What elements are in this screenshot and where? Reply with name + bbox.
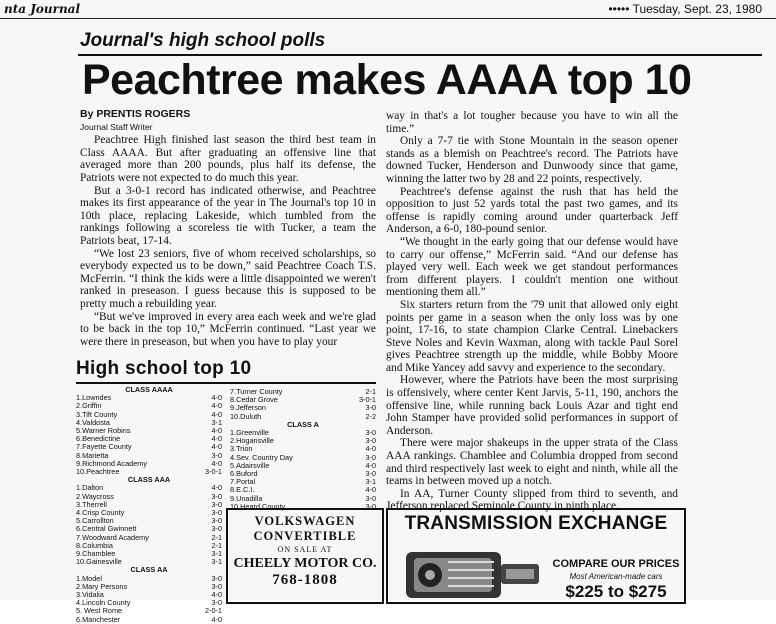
ad-tx-compare: COMPARE OUR PRICES [552, 558, 680, 570]
team-record: 4-0 [211, 426, 222, 436]
col2-paragraph: Six starters return from the '79 unit that allowed only eight points per game in a season when the only loss was by one point, 17-16, to state champion Clarke Central. Linebackers Steve Noles and Kevin Waxman, along with tackle Paul Sorel gives Peachtree strength up the middle, while Bobby Moore and Mike Yancey add savvy and experience to the secondary. [386, 298, 678, 374]
col2-paragraph: Peachtree's defense against the rush that has held the opposition to just 52 yards total the past two games, and its offense is rapidly coming around under quarterback Jeff Anderson, a 6-0, 180-pound senior. [386, 185, 678, 236]
team-record: 3-0 [211, 516, 222, 526]
ad-vw-line1: VOLKSWAGEN [254, 514, 356, 528]
ad-vw-dealer: CHEELY MOTOR CO. [233, 556, 377, 571]
team-record: 2-1 [211, 540, 222, 550]
team-name: 7.Woodward Academy [76, 532, 149, 542]
masthead [0, 2, 776, 18]
transmission-image-icon [396, 542, 546, 606]
team-name: 3.Trion [230, 444, 253, 454]
team-name: 7.Portal [230, 477, 256, 487]
team-record: 3-0 [211, 450, 222, 460]
team-record: 2-1 [211, 532, 222, 542]
team-name: 6.Manchester [76, 614, 121, 624]
team-record: 3-0 [365, 493, 376, 503]
team-name: 8.Marietta [76, 450, 109, 460]
team-record: 4-0 [365, 444, 376, 454]
team-record: 3-1 [365, 477, 376, 487]
top10-rule [76, 382, 376, 384]
ranking-row [76, 616, 222, 624]
team-record: 4-0 [211, 458, 222, 468]
team-record: 3-0 [365, 428, 376, 438]
team-record: 3-0 [211, 491, 222, 501]
team-record: 4-0 [211, 393, 222, 403]
team-name: 9.Chamblee [76, 549, 116, 559]
class-heading: CLASS AAAA [125, 385, 173, 394]
team-name: 6.Buford [230, 469, 258, 479]
article-column-2 [386, 110, 678, 513]
section-kicker: Journal's high school polls [80, 30, 326, 51]
team-name: 4.Crisp County [76, 508, 125, 518]
col1-paragraph: “But we've improved in every area each week and we're glad to be back in the top 10,” McFerrin continued. “Last year we were there in preseason, but when you have to play your [80, 310, 376, 348]
ad-vw-line2: CONVERTIBLE [253, 529, 357, 543]
team-record: 3-0 [211, 508, 222, 518]
col2-paragraph: In AA, Turner County slipped from third to seventh, and Jefferson replaced Seminole County in ninth place. [386, 487, 678, 513]
team-name: 1.Lowndes [76, 393, 112, 403]
team-name: 8.E.C.I. [230, 485, 255, 495]
team-record: 3-0 [365, 403, 376, 413]
issue-date: ••••• Tuesday, Sept. 23, 1980 [608, 2, 762, 16]
team-record: 2-0-1 [204, 606, 222, 616]
team-name: 2.Waycross [76, 491, 114, 501]
team-record: 4-0 [211, 483, 222, 493]
team-record: 4-0 [365, 485, 376, 495]
col2-paragraph: way in that's a lot tougher because you have to win all the time.” [386, 110, 678, 135]
staff-credit: Journal Staff Writer [80, 121, 153, 132]
article-column-1 [80, 108, 376, 348]
team-name: 6.Benedictine [76, 434, 121, 444]
class-heading: CLASS AAA [127, 475, 171, 485]
ad-tx-price: $225 to $275 [565, 582, 667, 601]
team-name: 4.Lincoln County [76, 598, 131, 608]
team-record: 4-0 [211, 590, 222, 600]
team-record: 3-0 [365, 501, 376, 511]
ad-vw-phone: 768-1808 [272, 572, 338, 588]
team-record: 4-0 [211, 401, 222, 411]
team-record: 3-0 [211, 524, 222, 534]
team-name: 10.Peachtree [76, 467, 120, 477]
team-name: 5. West Rome [76, 606, 123, 616]
team-name: 1.Greenville [230, 428, 269, 438]
team-record: 3-0 [211, 581, 222, 591]
team-name: 4.Sev. Country Day [230, 452, 293, 462]
team-record: 3-0 [365, 452, 376, 462]
team-record: 4-0 [211, 614, 222, 624]
col2-paragraph: However, where the Patriots have been the most surprising is offensively, where center Kent Jarvis, 5-11, 190, anchors the offensive line, while running back Louis Azar and tight end John Stamper have provided solid performances in support of Anderson. [386, 374, 678, 437]
team-name: 2.Griffin [76, 401, 102, 411]
team-name: 3.Therrell [76, 499, 107, 509]
team-record: 3-0 [365, 469, 376, 479]
col2-paragraph: Only a 7-7 tie with Stone Mountain in the season opener stands as a blemish on Peachtree's record. The Patriots have downed Tucker, Henderson and Dunwoody since that game, winning the latter two by 28 and 22 points, respectively. [386, 135, 678, 185]
team-name: 1.Model [76, 573, 102, 583]
class-heading: CLASS AA [130, 565, 168, 575]
ad-vw-line3: ON SALE AT [277, 545, 333, 554]
team-record: 3-0 [211, 573, 222, 583]
col2-paragraph: There were major shakeups in the upper strata of the Class AAA rankings. Chamblee and Columbia dropped from second and third respectively last week to eight and ninth, while all the teams in between moved up a notch. [386, 437, 678, 488]
team-record: 4-0 [211, 409, 222, 419]
team-record: 3-0 [365, 436, 376, 446]
team-name: 10.Duluth [230, 411, 262, 421]
team-record: 4-0 [211, 434, 222, 444]
team-name: 5.Adairsville [230, 460, 270, 470]
team-name: 5.Carrollton [76, 516, 114, 526]
team-name: 8.Columbia [76, 540, 113, 550]
team-record: 3-0 [211, 499, 222, 509]
team-name: 5.Warner Robins [76, 426, 131, 436]
team-name: 3.Tift County [76, 409, 118, 419]
team-name: 10.Gainesville [76, 557, 122, 567]
class-heading: CLASS A [287, 419, 319, 429]
team-name: 7.Fayette County [76, 442, 132, 452]
newspaper-name: nta Journal [4, 2, 81, 16]
team-name: 1.Dalton [76, 483, 104, 493]
ad-tx-title: TRANSMISSION EXCHANGE [404, 513, 668, 534]
team-name: 2.Hogansville [230, 436, 274, 446]
col1-paragraph: “We lost 23 seniors, five of whom received scholarships, so everybody expected us to be down,” said Peachtree Coach T.S. McFerrin. “I think the kids were a little disappointed we weren't ranked in preseason. I guess because this is supposed to be pretty much a rebuilding year. [80, 247, 376, 310]
masthead-rule [0, 18, 776, 19]
team-name: 8.Cedar Grove [230, 395, 278, 405]
article-headline: Peachtree makes AAAA top 10 [82, 56, 692, 104]
team-name: 2.Mary Persons [76, 581, 128, 591]
team-record: 4-0 [211, 442, 222, 452]
team-name: 9.Unadilla [230, 493, 263, 503]
team-record: 3-0-1 [204, 467, 222, 477]
team-name: 3.Vidalia [76, 590, 104, 600]
col2-paragraph: “We thought in the early going that our defense would have to carry our offense,” McFerrin said. “And our defense has played very well. Each week we get standout performances from different players. I couldn't mention one without mentioning them all.” [386, 235, 678, 299]
volkswagen-ad [226, 508, 384, 604]
team-name: 4.Valdosta [76, 417, 110, 427]
col1-paragraph: Peachtree High finished last season the third best team in Class AAAA. But after graduating an offensive line that averaged more than 200 pounds, plus half its defense, the Patriots were not expected to do much this year. [80, 134, 376, 184]
rankings-right-column [230, 388, 376, 511]
team-record: 3-1 [211, 557, 222, 567]
transmission-ad [386, 508, 686, 604]
team-record: 2-2 [365, 411, 376, 421]
rankings-left-column [76, 386, 222, 624]
team-name: 6.Central Gwinnett [76, 524, 137, 534]
team-record: 2-1 [365, 387, 376, 396]
team-name: 9.Richmond Academy [76, 458, 147, 468]
team-record: 3-0-1 [358, 395, 376, 405]
col1-paragraph: But a 3-0-1 record has indicated otherwise, and Peachtree makes its first appearance of the year in The Journal's top 10 in 10th place, replacing Lakeside, which tumbled from the rankings following a scoreless tie with Tucker, a team the Patriots beat, 17-14. [80, 184, 376, 247]
team-name: 7.Turner County [230, 387, 283, 396]
team-record: 3-1 [211, 549, 222, 559]
top10-title: High school top 10 [76, 358, 252, 379]
ad-tx-most: Most American-made cars [569, 572, 663, 581]
team-name: 9.Jefferson [230, 403, 266, 413]
byline: By PRENTIS ROGERS [80, 108, 191, 120]
team-record: 4-0 [365, 460, 376, 470]
team-record: 3-0 [211, 598, 222, 608]
team-name: 10.Heard County [230, 501, 286, 511]
team-record: 3-1 [211, 417, 222, 427]
